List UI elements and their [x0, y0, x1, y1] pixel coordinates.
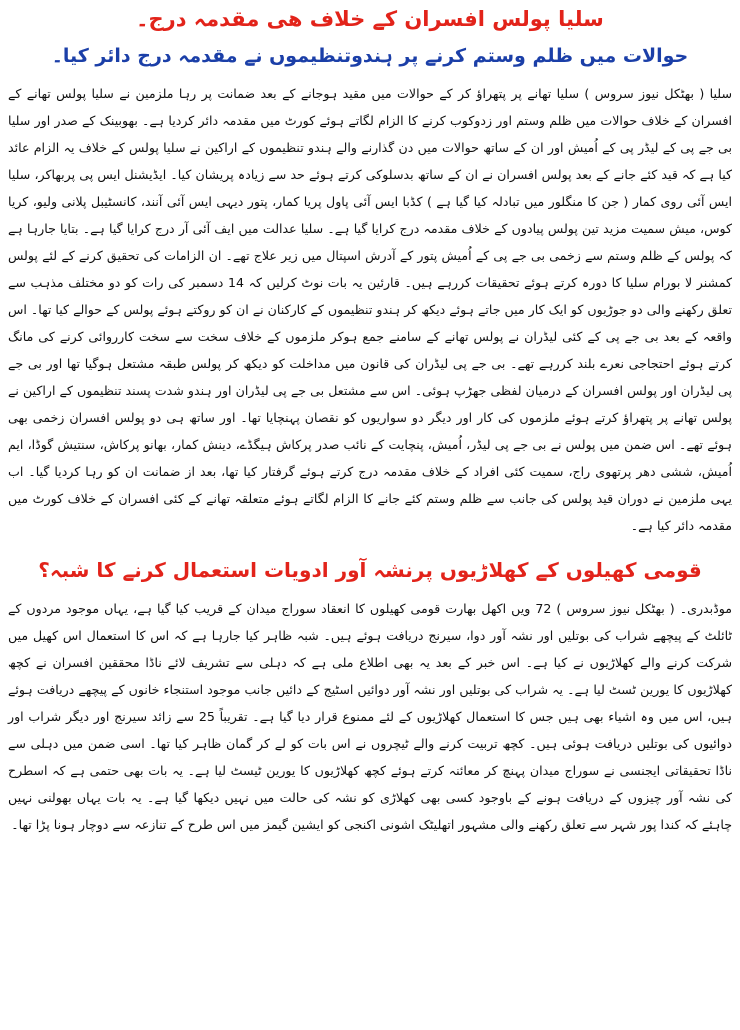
article-1-body: سلیا ( بھٹکل نیوز سروس ) سلیا تھانے پر پتھراؤ کر کے حوالات میں مقید ہوجانے کے بعد ضمانت پر رہا ملزمین نے سلیا پولس تھانے کے افسران کے خلاف حوالات میں ظلم وستم اور زدوکوب کرنے کا الزام لگاتے ہوئے کورٹ میں مقدمہ دائر کردیا ہے۔ بھوبینک کے صدر اور سلیا بی جے پی کے لیڈر پی کے اُمیش اور ان کے ساتھ حوالات میں دن گذارنے والے ہندو تنظیموں کے اراکین نے سلیا پولس کے خلاف یہ الزام عائد کیا ہے کہ قید کئے جانے کے بعد پولس افسران نے ان کے ساتھ بدسلوکی کرتے ہوئے حد سے زیادہ پریشان کیا۔ ایڈیشنل ایس پی پربھاکر، سلیا ایس آئی روی کمار ( جن کا منگلور میں تبادلہ کیا گیا ہے ) کڈبا ایس آئی پاول پریا کمار، پتور دیہی ایس آئی آنند، کانسٹیبل پلانی ولیو، کریا کوس، میش سمیت مزید تین پولس پیادوں کے خلاف مقدمہ درج کرایا گیا ہے۔ سلیا عدالت میں ایف آئی آر درج کرایا گیا ہے۔ بتایا جارہا ہے کہ پولس کے ظلم وستم سے زخمی بی جے پی کے اُمیش پتور کے آدرش اسپتال میں زیر علاج تھے۔ ان الزامات کی تحقیق کرنے کے لئے پولس کمشنر لا بورام سلیا کا دورہ کرتے ہوئے تحقیقات کررہے ہیں۔ قارئین یہ بات نوٹ کرلیں کہ 14 دسمبر کی رات کو دو مختلف مذہب سے تعلق رکھنے والی دو جوڑیوں کو ایک کار میں جاتے ہوئے دیکھ کر ہندو تنظیموں کے کارکنان نے ان کو روکتے ہوئے پولس کے حوالے کیا تھا۔ اس واقعہ کے بعد بی جے پی کے کئی لیڈران نے پولس تھانے کے سامنے جمع ہوکر ملزموں کے خلاف سخت سے سخت کارروائی کرنے کی مانگ کرتے ہوئے احتجاجی نعرے بلند کررہے تھے۔ بی جے پی لیڈران کی قانون میں مداخلت کو دیکھ کر پولس طبقہ مشتعل ہوگیا تھا اور بی جے پی لیڈران اور پولس افسران کے درمیان لفظی جھڑپ ہوئی۔ اس سے مشتعل بی جے پی لیڈران اور ہندو شدت پسند تنظیموں کے اراکین نے پولس تھانے پر پتھراؤ کرتے ہوئے ملزموں کی کار اور دیگر دو سواریوں کو نقصان پہنچایا تھا۔ اور ساتھ ہی دو پولس افسران زخمی بھی ہوئے تھے۔ اس ضمن میں پولس نے بی جے پی لیڈر، اُمیش، پنچایت کے نائب صدر پرکاش ہیگڈے، دینش کمار، بھانو پرکاش، سنتیش گوڈا، ایم اُمیش، ششی دھر پرتھوی راج، سمیت کئی افراد کے خلاف مقدمہ درج کرتے ہوئے گرفتار کیا تھا، بعد از ضمانت ان کو رہا کردیا گیا۔ اب یہی ملزمین نے دوران قید پولس کی جانب سے ظلم وستم کئے جانے کا الزام لگاتے ہوئے متعلقہ تھانے کے کئی افسران کے خلاف کورٹ میں مقدمہ دائر کیا ہے۔ [8, 86, 733, 533]
article-1-subheadline: حوالات میں ظلم وستم کرنے پر ہندوتنظیموں نے مقدمہ درج دائر کیا۔ [51, 45, 689, 67]
article-2-body: موڈبدری۔ ( بھٹکل نیوز سروس ) 72 ویں اکھل بھارت قومی کھیلوں کا انعقاد سوراج میدان کے قریب کیا گیا ہے، یہاں موجود مردوں کے ٹائلٹ کے پیچھے شراب کی بوتلیں اور نشہ آور دوا، سیرنج دریافت ہوئے ہیں۔ شبہ ظاہر کیا جارہا ہے کہ اس کا استعمال اس کھیل میں شرکت کرنے والے کھلاڑیوں نے کیا ہے۔ اس خبر کے بعد یہ بھی اطلاع ملی ہے کہ دہلی سے تشریف لائے ناڈا محققین افسران نے کچھ کھلاڑیوں کا یورین ٹسٹ لیا ہے۔ یہ شراب کی بوتلیں اور نشہ آور دوائیں اسٹیج کے دائیں جانب موجود استنجاء خانوں کے پیچھے دریافت ہوئے ہیں، اس میں وہ اشیاء بھی ہیں جس کا استعمال کھلاڑیوں کے لئے ممنوع قرار دیا گیا ہے۔ تقریباً 25 سے زائد سیرنج اور دیگر شراب اور دوائیوں کی بوتلیں دریافت ہوئی ہیں۔ کچھ تربیت کرنے والے ٹیچروں نے اس بات کو لے کر گمان ظاہر کیا تھا۔ اسی ضمن میں دہلی سے ناڈا تحقیقاتی ایجنسی نے سوراج میدان پہنچ کر معائنہ کرتے ہوئے کچھ کھلاڑیوں کا یورین ٹیسٹ لیا ہے۔ یہ بات بھی حتمی ہے کہ اسطرح کی نشہ آور چیزوں کے دریافت ہونے کے باوجود کسی بھی کھلاڑی کو نشہ کی حالت میں نہیں دیکھا گیا ہے۔ یہ بات یہاں بھولنی نہیں چاہئے کہ کندا پور شہر سے تعلق رکھنے والی مشہور اتھلیٹک اشونی اکنجی کو ایشین گیمز میں اس طرح کے تنازعہ سے دوچار ہونا پڑا تھا۔ [8, 601, 733, 832]
article-1-headline: سلیا پولس افسران کے خلاف ھی مقدمہ درج۔ [136, 7, 604, 31]
article-2-headline: قومی کھیلوں کے کھلاڑیوں پرنشہ آور ادویات استعمال کرنے کا شبہ؟ [38, 558, 702, 582]
